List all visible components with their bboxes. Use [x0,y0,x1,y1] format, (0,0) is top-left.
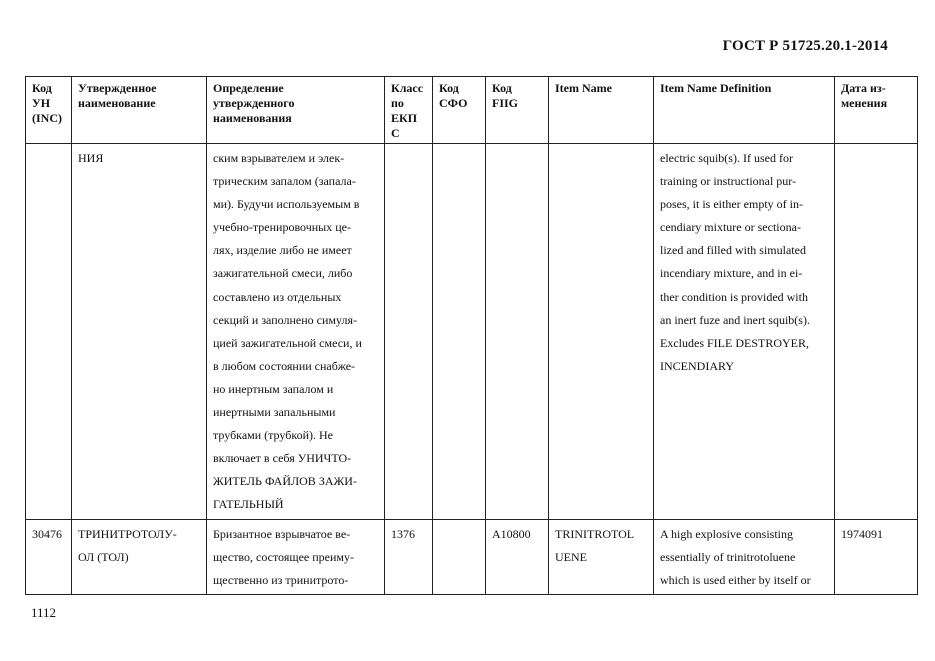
text-line: щество, состоящее преиму- [213,549,354,564]
text-line: Определение [213,81,284,95]
cell-fiig-code: A10800 [486,519,549,594]
header-change-date [835,77,918,144]
cell-fsc-class [385,144,433,520]
cell-change-date: 1974091 [835,519,918,594]
text-line: A high explosive consisting [660,526,793,541]
text-line: poses, it is either empty of in- [660,197,803,212]
header-item-name [549,77,654,144]
text-line: ЕКП [391,111,418,125]
text-line: Код [439,81,459,95]
text-line: Утвержденное [78,81,157,95]
text-line: наименования [213,111,292,125]
header-approved-name [72,77,207,144]
data-table [25,76,918,595]
cell-item-name [549,144,654,520]
text-line: ЖИТЕЛЬ ФАЙЛОВ ЗАЖИ- [213,474,357,489]
cell-sfo-code [433,144,486,520]
text-line: С [391,126,400,140]
text-line: Класс [391,81,424,95]
cell-change-date [835,144,918,520]
header-item-name-definition [654,77,835,144]
cell-item-name-definition [654,519,835,594]
text-line: ther condition is provided with [660,289,808,304]
text-line: Код [32,81,52,95]
header-sfo-code [433,77,486,144]
document-code: ГОСТ Р 51725.20.1-2014 [722,38,888,54]
text-line: lized and filled with simulated [660,243,806,258]
text-line: Код [492,81,512,95]
cell-item-name-definition [654,144,835,520]
text-line: ми). Будучи используемым в [213,197,360,212]
cell-fsc-class: 1376 [385,519,433,594]
text-line: UENE [555,549,587,564]
text-line: which is used either by itself or [660,572,811,587]
cell-inc: 30476 [26,519,72,594]
text-line: включает в себя УНИЧТО- [213,451,352,466]
text-line: training or instructional pur- [660,174,797,189]
text-line: но инертным запалом и [213,381,334,396]
text-line: цией зажигательной смеси, и [213,335,362,350]
header-definition [207,77,385,144]
text-line: составлено из отдельных [213,289,342,304]
text-line: electric squib(s). If used for [660,151,793,165]
text-line: TRINITROTOL [555,526,635,541]
text-line: essentially of trinitrotoluene [660,549,796,564]
header-row [26,77,918,144]
text-line: ОЛ (ТОЛ) [78,549,129,564]
text-line: СФО [439,96,468,110]
cell-fiig-code [486,144,549,520]
text-line: инертными запальными [213,405,336,420]
text-line: Item Name Definition [660,81,772,95]
cell-approved-name [72,519,207,594]
cell-definition [207,519,385,594]
cell-sfo-code [433,519,486,594]
text-line: утвержденного [213,96,295,110]
text-line: ГАТЕЛЬНЫЙ [213,497,284,512]
text-line: зажигательной смеси, либо [213,266,353,281]
table-row [26,144,918,520]
cell-approved-name [72,144,207,520]
text-line: НИЯ [78,151,104,165]
text-line: наименование [78,96,156,110]
header-inc [26,77,72,144]
header-fsc-class [385,77,433,144]
text-line: (INC) [32,111,62,125]
text-line: в любом состоянии снабже- [213,358,356,373]
text-line: секций и заполнено симуля- [213,312,357,327]
table-row [26,519,918,594]
text-line: Бризантное взрывчатое ве- [213,526,351,541]
text-line: щественно из тринитрото- [213,572,349,587]
text-line: УН [32,96,51,110]
header-fiig-code [486,77,549,144]
text-line: Excludes FILE DESTROYER, [660,335,809,350]
cell-item-name [549,519,654,594]
text-line: учебно-тренировочных це- [213,220,351,235]
text-line: трубками (трубкой). Не [213,428,333,443]
text-line: an inert fuze and inert squib(s). [660,312,810,327]
cell-inc [26,144,72,520]
text-line: Дата из- [841,81,886,95]
text-line: менения [841,96,888,110]
text-line: ТРИНИТРОТОЛУ- [78,526,177,541]
page-number: 1112 [31,605,57,620]
text-line: ским взрывателем и элек- [213,151,345,165]
text-line: трическим запалом (запала- [213,174,356,189]
text-line: FIIG [492,96,519,110]
text-line: лях, изделие либо не имеет [213,243,352,258]
cell-definition [207,144,385,520]
text-line: INCENDIARY [660,358,734,373]
text-line: Item Name [555,81,612,95]
text-line: cendiary mixture or sectiona- [660,220,801,235]
text-line: incendiary mixture, and in ei- [660,266,803,281]
text-line: по [391,96,404,110]
